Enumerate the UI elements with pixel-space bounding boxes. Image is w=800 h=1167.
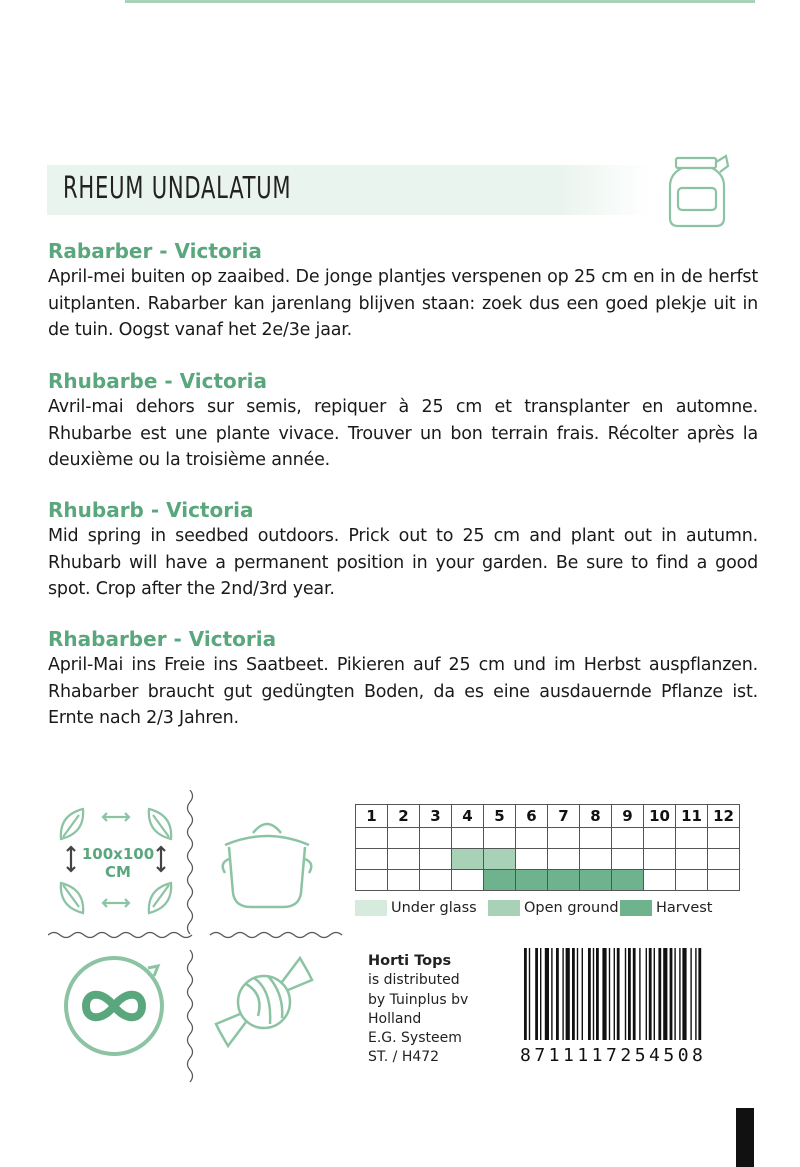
barcode-bar xyxy=(596,948,599,1040)
barcode-bar xyxy=(670,948,673,1040)
calendar-cell xyxy=(708,849,740,870)
calendar-cell xyxy=(580,828,612,849)
barcode-bar xyxy=(695,948,696,1040)
calendar-row-harvest xyxy=(356,870,740,891)
section-body: April-mei buiten op zaaibed. De jonge plantjes verspenen op 25 cm en in de herfst uitplanten. Rabarber kan jarenlang blijven staan: zoek dus een goed plekje uit in de tuin. Oogst vanaf het 2e/3e jaar. xyxy=(48,267,758,340)
calendar-cell xyxy=(420,828,452,849)
calendar-cell xyxy=(452,870,484,891)
calendar-cell xyxy=(708,870,740,891)
legend-swatch xyxy=(620,900,652,916)
wavy-divider-horizontal xyxy=(48,928,348,942)
calendar-cell xyxy=(548,828,580,849)
calendar-cell xyxy=(676,828,708,849)
calendar-cell xyxy=(580,870,612,891)
calendar-cell xyxy=(612,849,644,870)
legend-swatch xyxy=(488,900,520,916)
barcode-bar xyxy=(602,948,606,1040)
barcode-bar xyxy=(639,948,640,1040)
section-title: Rhubarb - Victoria xyxy=(48,498,254,522)
legend-label: Open ground xyxy=(524,900,619,916)
barcode-bar xyxy=(663,948,667,1040)
legend-harvest xyxy=(620,900,713,916)
barcode-bar xyxy=(535,948,538,1040)
barcode-bar xyxy=(556,948,559,1040)
distributor-info xyxy=(368,952,468,1068)
month-header: 7 xyxy=(548,805,580,828)
section-en xyxy=(48,497,758,603)
calendar-cell xyxy=(388,849,420,870)
legend-label: Harvest xyxy=(656,900,713,916)
section-title: Rabarber - Victoria xyxy=(48,239,262,263)
barcode-bar xyxy=(649,948,652,1040)
barcode-bar xyxy=(577,948,578,1040)
calendar-cell xyxy=(708,828,740,849)
calendar-cell xyxy=(356,849,388,870)
perennial-icon xyxy=(58,950,170,1062)
barcode-bar xyxy=(614,948,615,1040)
barcode-bar xyxy=(593,948,594,1040)
calendar-row-under-glass xyxy=(356,828,740,849)
pot-icon xyxy=(215,815,319,915)
barcode-bar xyxy=(682,948,686,1040)
section-title: Rhubarbe - Victoria xyxy=(48,369,268,393)
barcode-bar xyxy=(572,948,575,1040)
calendar-row-open-ground xyxy=(356,849,740,870)
section-body: April-Mai ins Freie ins Saatbeet. Pikieren auf 25 cm und im Herbst auspflanzen. Rhabarber braucht gut gedüngten Boden, da es eine ausdauernde Pflanze ist. Ernte nach 2/3 Jahren. xyxy=(48,655,758,728)
calendar-cell xyxy=(516,828,548,849)
barcode-bar xyxy=(551,948,552,1040)
calendar-cell xyxy=(420,849,452,870)
barcode-bar xyxy=(690,948,691,1040)
barcode-bar xyxy=(529,948,530,1040)
distributor-line: ST. / H472 xyxy=(368,1049,440,1066)
calendar-cell xyxy=(484,828,516,849)
section-fr xyxy=(48,368,758,474)
month-header: 12 xyxy=(708,805,740,828)
month-header: 1 xyxy=(356,805,388,828)
section-body: Avril-mai dehors sur semis, repiquer à 25 cm et transplanter en automne. Rhubarbe est une plante vivace. Trouver un bon terrain frais. Récolter après la deuxième ou la troisième année. xyxy=(48,397,758,470)
candy-icon xyxy=(212,950,316,1054)
month-header: 9 xyxy=(612,805,644,828)
barcode-bar xyxy=(625,948,626,1040)
calendar-cell xyxy=(484,849,516,870)
legend-swatch xyxy=(355,900,387,916)
legend-label: Under glass xyxy=(391,900,477,916)
calendar-cell xyxy=(420,870,452,891)
calendar-cell xyxy=(612,870,644,891)
barcode-bar xyxy=(545,948,549,1040)
month-header: 2 xyxy=(388,805,420,828)
barcode-bar xyxy=(524,948,527,1040)
latin-name: RHEUM UNDALATUM xyxy=(63,171,292,206)
calendar-cell xyxy=(676,849,708,870)
calendar-cell xyxy=(452,849,484,870)
barcode-bar xyxy=(679,948,680,1040)
distributor-line: Holland xyxy=(368,1010,422,1027)
barcode-bar xyxy=(674,948,675,1040)
section-nl xyxy=(48,238,758,344)
month-header: 6 xyxy=(516,805,548,828)
barcode-bar xyxy=(633,948,636,1040)
barcode-bar xyxy=(562,948,563,1040)
barcode-bar xyxy=(540,948,541,1040)
calendar-cell xyxy=(484,870,516,891)
barcode-bar xyxy=(658,948,661,1040)
calendar-cell xyxy=(516,870,548,891)
month-header: 11 xyxy=(676,805,708,828)
barcode-bar xyxy=(654,948,655,1040)
legend-under-glass xyxy=(355,900,477,916)
calendar-cell xyxy=(644,828,676,849)
month-header: 3 xyxy=(420,805,452,828)
brand-name: Horti Tops xyxy=(368,953,452,969)
calendar-cell xyxy=(388,870,420,891)
jar-icon xyxy=(662,152,732,230)
barcode-bar xyxy=(566,948,570,1040)
month-header: 10 xyxy=(644,805,676,828)
calendar-cell xyxy=(676,870,708,891)
barcode-bar xyxy=(628,948,631,1040)
spacing-label xyxy=(74,845,162,881)
barcode-bar xyxy=(646,948,647,1040)
distributor-line: by Tuinplus bv xyxy=(368,991,469,1008)
calendar-cell xyxy=(356,828,388,849)
section-title: Rhabarber - Victoria xyxy=(48,627,277,651)
barcode-bar xyxy=(582,948,583,1040)
calendar-cell xyxy=(452,828,484,849)
month-header: 5 xyxy=(484,805,516,828)
barcode-number: 8711117254508 xyxy=(520,1045,707,1066)
calendar-cell xyxy=(644,849,676,870)
calendar-cell xyxy=(388,828,420,849)
barcode-bar xyxy=(609,948,610,1040)
barcode-bar xyxy=(698,948,701,1040)
sowing-calendar xyxy=(355,804,740,891)
calendar-cell xyxy=(644,870,676,891)
month-header: 4 xyxy=(452,805,484,828)
calendar-cell xyxy=(356,870,388,891)
barcode-bar xyxy=(588,948,591,1040)
distributor-line: E.G. Systeem xyxy=(368,1030,462,1047)
spacing-value: 100x100 xyxy=(81,845,155,863)
calendar-cell xyxy=(548,849,580,870)
top-rule xyxy=(125,0,755,3)
legend-open-ground xyxy=(488,900,619,916)
calendar-cell xyxy=(580,849,612,870)
calendar-cell xyxy=(548,870,580,891)
calendar-cell xyxy=(612,828,644,849)
black-marker xyxy=(736,1108,754,1167)
calendar-cell xyxy=(516,849,548,870)
section-body: Mid spring in seedbed outdoors. Prick out to 25 cm and plant out in autumn. Rhubarb will have a permanent position in your garden. Be sure to find a good spot. Crop after the 2nd/3rd year. xyxy=(48,526,758,599)
distributor-line: is distributed xyxy=(368,972,460,989)
barcode-bar xyxy=(617,948,620,1040)
spacing-unit: CM xyxy=(105,863,131,881)
calendar-header-row xyxy=(356,805,740,828)
section-de xyxy=(48,626,758,732)
month-header: 8 xyxy=(580,805,612,828)
